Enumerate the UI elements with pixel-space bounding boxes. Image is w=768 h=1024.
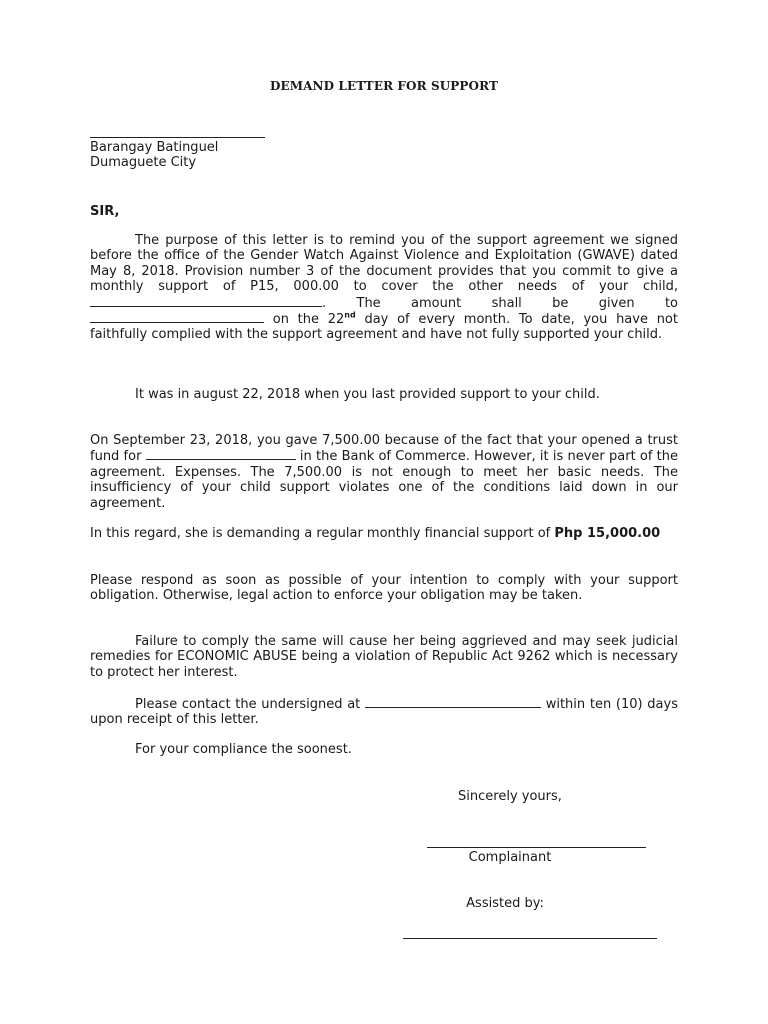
paragraph-text: on the 22 bbox=[272, 312, 345, 328]
ordinal-suffix: nd bbox=[344, 310, 356, 320]
paragraph-last-support: It was in august 22, 2018 when you last provided support to your child. bbox=[135, 387, 600, 402]
paragraph-contact bbox=[90, 696, 678, 728]
address-line-1: Barangay Batinguel bbox=[90, 140, 219, 155]
complainant-label: Complainant bbox=[468, 850, 552, 865]
assistant-signature-line bbox=[403, 938, 657, 939]
trust-fund-blank bbox=[146, 448, 296, 460]
paragraph-text: The purpose of this letter is to remind you of the support agreement we signed before the office of the Gender Watch Against Violence and Exploitation (GWAVE) dated May 8, 2018. Provision number 3 of the document provides that you commit to give a monthly support of P15, 000.00 to cover the other needs of your child, bbox=[90, 233, 678, 295]
paragraph-respond: Please respond as soon as possible of your intention to comply with your support obligation. Otherwise, legal action to enforce your obligation may be taken. bbox=[90, 573, 678, 604]
recipient-blank bbox=[90, 311, 264, 323]
addressee-name-blank bbox=[90, 137, 265, 138]
paragraph-compliance: For your compliance the soonest. bbox=[135, 742, 352, 757]
paragraph-trust-fund bbox=[90, 433, 678, 511]
closing: Sincerely yours, bbox=[458, 789, 562, 804]
demand-amount: Php 15,000.00 bbox=[554, 526, 661, 541]
paragraph-text: . The amount shall be given to bbox=[322, 295, 678, 311]
paragraph-support-agreement bbox=[90, 233, 678, 343]
assisted-by-label: Assisted by: bbox=[466, 896, 544, 911]
paragraph-demand bbox=[90, 526, 678, 541]
paragraph-text: In this regard, she is demanding a regular monthly financial support of bbox=[90, 526, 551, 541]
contact-blank bbox=[365, 696, 541, 708]
paragraph-text: Please contact the undersigned at bbox=[135, 697, 361, 712]
paragraph-text: day of every month. To date, you have not faithfully complied with the support agreement and have not fully supported your child. bbox=[90, 312, 678, 343]
child-name-blank bbox=[90, 295, 322, 307]
salutation: SIR, bbox=[90, 204, 120, 219]
paragraph-text: On September 23, 2018, you gave 7,500.00 because of the fact that your opened a trust fund for bbox=[90, 433, 678, 465]
complainant-signature-line bbox=[427, 847, 646, 848]
paragraph-text: in the Bank of Commerce. However, it is never part of the agreement. Expenses. The 7,500.00 is not enough to meet her basic needs. The insufficiency of your child support violates one of the conditions laid down in our agreement. bbox=[90, 449, 679, 511]
addressee-address bbox=[90, 140, 218, 171]
paragraph-text: within ten (10) days upon receipt of this letter. bbox=[90, 697, 678, 728]
address-line-2: Dumaguete City bbox=[90, 155, 197, 171]
document-title: DEMAND LETTER FOR SUPPORT bbox=[270, 79, 498, 93]
paragraph-failure: Failure to comply the same will cause her being aggrieved and may seek judicial remedies for ECONOMIC ABUSE being a violation of Republic Act 9262 which is necessary to protect her interest. bbox=[90, 634, 678, 680]
